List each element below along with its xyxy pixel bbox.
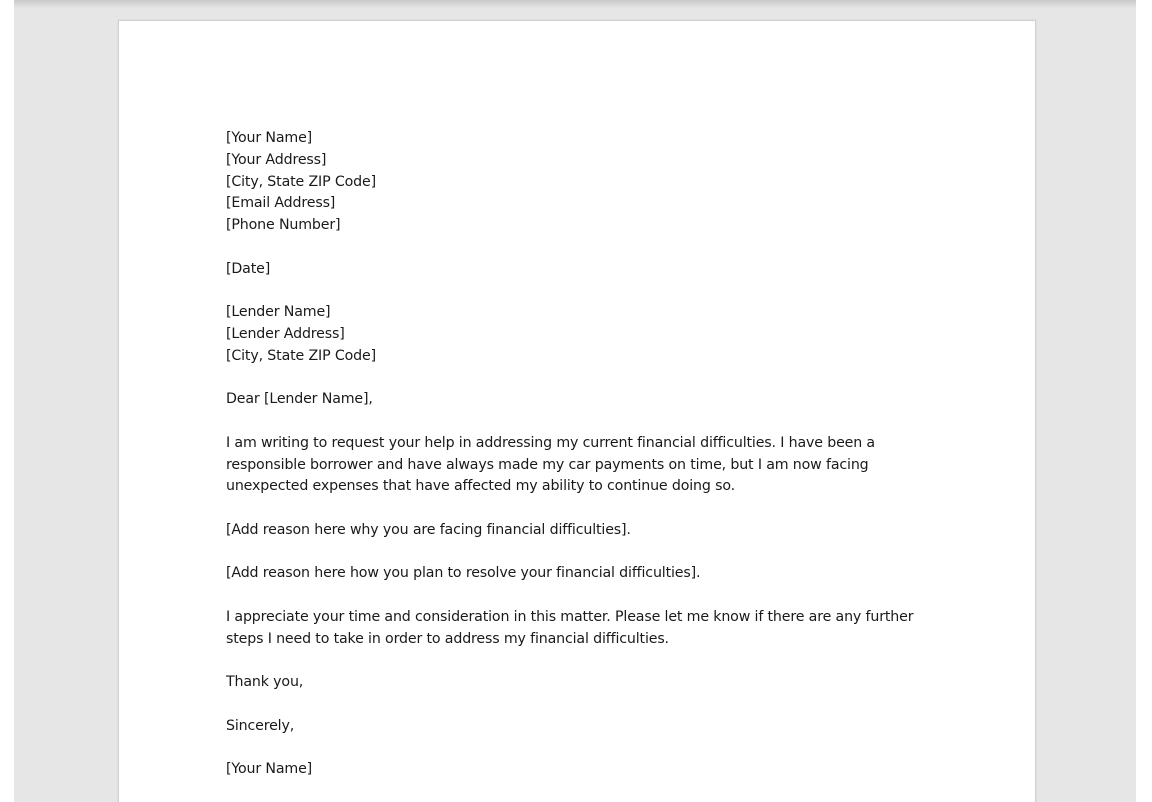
letter-body[interactable] (226, 128, 936, 802)
thanks-line: Thank you, (226, 674, 304, 691)
sender-name: [Your Name] (226, 130, 313, 146)
paragraph-request: I am writing to request your help in addressing my current financial difficulties. I have been a responsible borrower and have always made my car payments on time, but I am now facing unexpected expenses that have affected my ability to continue doing so. (226, 434, 875, 495)
sender-city-state-zip: [City, State ZIP Code] (226, 173, 376, 190)
spacer (226, 237, 936, 259)
recipient-city-state-zip: [City, State ZIP Code] (226, 347, 376, 364)
letter-date: [Date] (226, 260, 271, 277)
sender-phone: [Phone Number] (226, 217, 341, 234)
closing-line: Sincerely, (226, 717, 295, 734)
spacer (226, 368, 936, 390)
recipient-name: [Lender Name] (226, 304, 331, 321)
sender-address: [Your Address] (226, 151, 327, 168)
paragraph-appreciation: I appreciate your time and consideration in this matter. Please let me know if there are any further steps I need to take in order to address my financial difficulties. (226, 608, 914, 647)
sender-email: [Email Address] (226, 195, 336, 212)
document-page[interactable] (118, 20, 1036, 802)
spacer (226, 280, 936, 302)
signature-line: [Your Name] (226, 761, 313, 778)
salutation: Dear [Lender Name], (226, 391, 373, 408)
paragraph-reason: [Add reason here why you are facing financial difficulties]. (226, 521, 631, 538)
document-workspace (14, 0, 1136, 802)
paragraph-plan: [Add reason here how you plan to resolve your financial difficulties]. (226, 565, 701, 582)
ribbon-shadow (14, 0, 1136, 8)
recipient-address: [Lender Address] (226, 325, 345, 342)
